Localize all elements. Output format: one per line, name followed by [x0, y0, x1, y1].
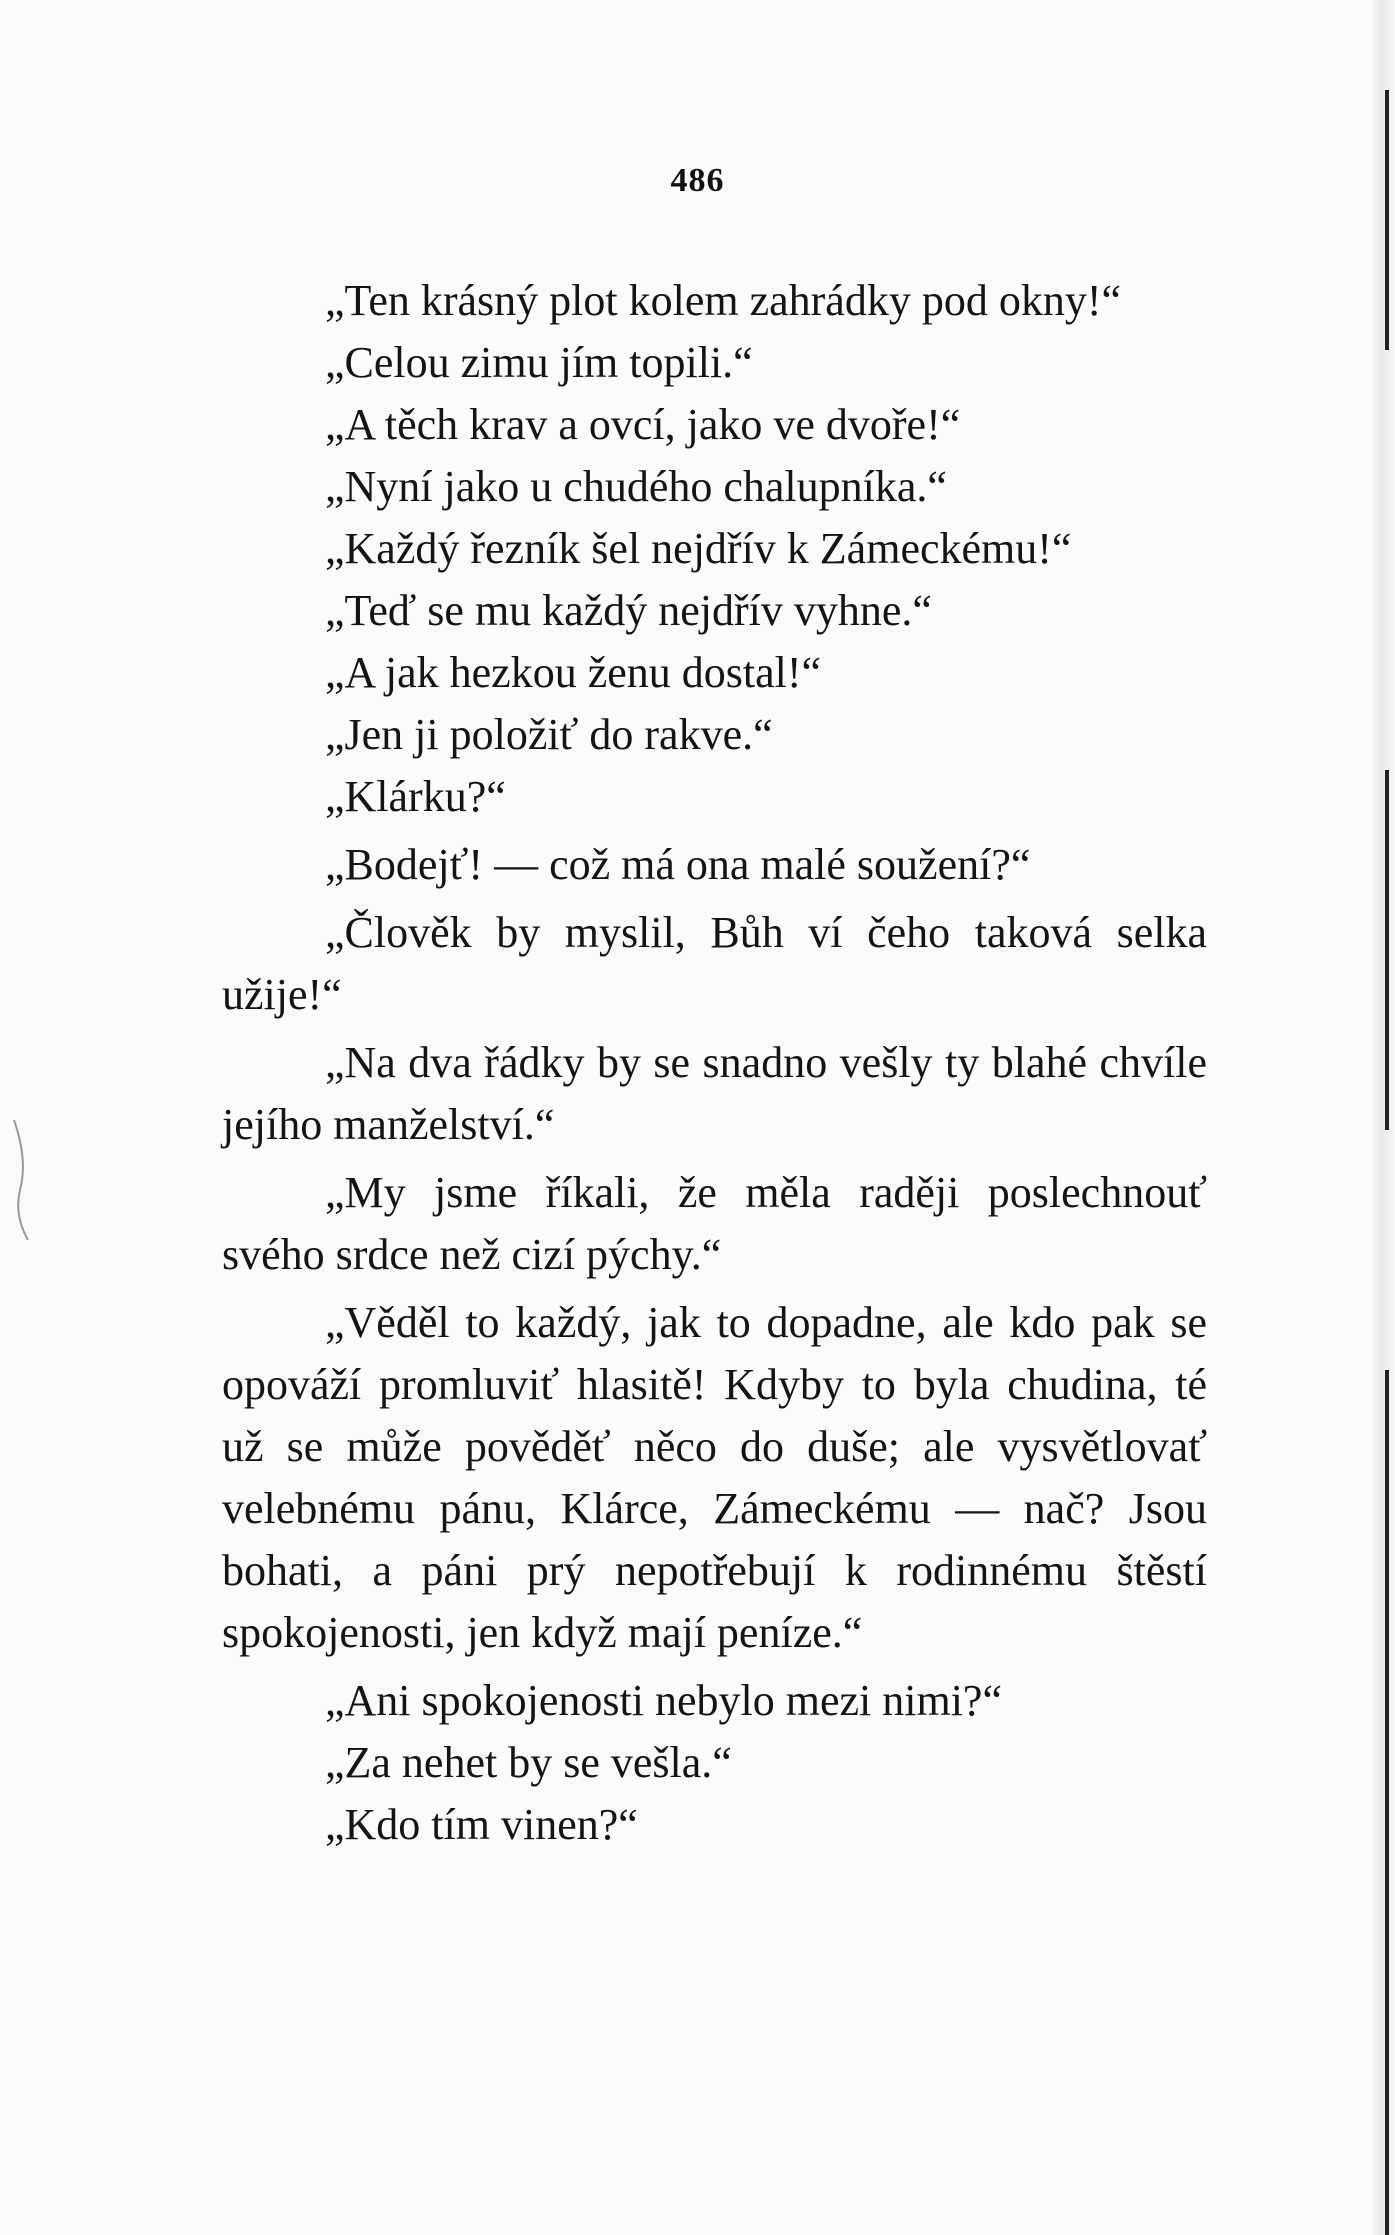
- edge-shadow-bar: [1385, 770, 1389, 1130]
- edge-shadow-bar: [1385, 90, 1389, 350]
- paragraph: „Ani spokojenosti nebylo mezi nimi?“: [325, 1676, 1002, 1725]
- paragraph: „Jen ji položiť do rakve.“: [325, 710, 773, 759]
- paragraph: „A jak hezkou ženu dostal!“: [325, 648, 822, 697]
- page-number: 486: [670, 162, 725, 199]
- page-edge-right: [1373, 0, 1395, 2235]
- paragraph: „Každý řezník šel nejdřív k Zámeckému!“: [325, 524, 1072, 573]
- paragraph: „My jsme říkali, že měla raději poslechnouť svého srdce než cizí pýchy.“: [222, 1168, 1207, 1279]
- paragraph: „Celou zimu jím topili.“: [325, 338, 753, 387]
- paragraph: „Za nehet by se vešla.“: [325, 1738, 732, 1787]
- paragraph: „Teď se mu každý nejdřív vyhne.“: [325, 586, 932, 635]
- paragraph: „Ten krásný plot kolem zahrádky pod okny!“: [325, 276, 1122, 325]
- edge-shadow-bar: [1385, 1370, 1389, 2235]
- page-fold-mark: [10, 1120, 40, 1240]
- paragraph: „Kdo tím vinen?“: [325, 1800, 638, 1849]
- paragraph: „Klárku?“: [325, 772, 506, 821]
- page-body-text: [222, 270, 1207, 1856]
- paragraph: „Člověk by myslil, Bůh ví čeho taková selka užije!“: [222, 908, 1207, 1019]
- paragraph: „Bodejť! — což má ona malé soužení?“: [325, 840, 1031, 889]
- paragraph: „A těch krav a ovcí, jako ve dvoře!“: [325, 400, 961, 449]
- paragraph: „Na dva řádky by se snadno vešly ty blahé chvíle jejího manželství.“: [222, 1038, 1207, 1149]
- paragraph: „Věděl to každý, jak to dopadne, ale kdo pak se opováží promluviť hlasitě! Kdyby to byla chudina, té už se může pověděť něco do duše; ale vysvětlovať velebnému pánu, Klárce, Zámeckému — nač? Jsou bohati, a páni prý nepotřebují k rodinnému štěstí spokojenosti, jen když mají peníze.“: [222, 1298, 1207, 1657]
- paragraph: „Nyní jako u chudého chalupníka.“: [325, 462, 947, 511]
